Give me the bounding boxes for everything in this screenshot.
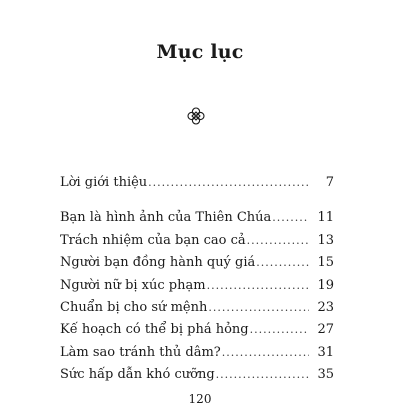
toc-entry-label: Sức hấp dẫn khó cưỡng	[60, 367, 215, 383]
toc-entry-page: 23	[317, 299, 334, 315]
toc-entry[interactable]	[60, 342, 334, 364]
page-number: 120	[188, 392, 212, 406]
toc-entry-page: 15	[317, 255, 334, 271]
toc-entry-page: 31	[317, 344, 334, 360]
toc-entry[interactable]	[60, 207, 334, 229]
toc-entry-page: 13	[317, 232, 334, 248]
dot-leader	[247, 230, 309, 252]
dot-leader	[208, 297, 309, 319]
dot-leader	[222, 342, 309, 364]
toc-entry[interactable]	[60, 364, 334, 386]
dot-leader	[256, 252, 309, 274]
toc-entry-label: Lời giới thiệu	[60, 175, 148, 190]
toc-entry[interactable]	[60, 319, 334, 341]
section-gap	[60, 194, 334, 207]
toc-entry[interactable]	[60, 252, 334, 274]
toc-entry-page: 19	[317, 277, 334, 293]
toc-entry-label: Người nữ bị xúc phạm	[60, 277, 206, 293]
toc-entry-label: Chuẩn bị cho sứ mệnh	[60, 299, 208, 315]
toc-entry-label: Bạn là hình ảnh của Thiên Chúa	[60, 210, 272, 226]
toc-entry-label: Làm sao tránh thủ dâm?	[60, 344, 221, 360]
toc-entry-introduction[interactable]	[60, 172, 334, 194]
toc-entry-label: Người bạn đồng hành quý giá	[60, 255, 256, 271]
dot-leader	[250, 319, 309, 341]
dot-leader	[272, 207, 309, 229]
toc-entry[interactable]	[60, 230, 334, 252]
toc-entry-page: 11	[317, 210, 334, 226]
dot-leader	[148, 172, 309, 194]
page-title: Mục lục	[156, 41, 244, 63]
toc-entry-page: 7	[325, 175, 334, 190]
dot-leader	[216, 364, 309, 386]
toc-entry-page: 27	[317, 322, 334, 338]
dot-leader	[207, 275, 309, 297]
toc-entry-label: Trách nhiệm của bạn cao cả	[60, 232, 246, 248]
toc-entry-page: 35	[317, 367, 334, 383]
quatrefoil-knot-icon	[187, 107, 205, 125]
toc-entry[interactable]	[60, 275, 334, 297]
toc-entry-label: Kế hoạch có thể bị phá hỏng	[60, 322, 249, 338]
toc-entry[interactable]	[60, 297, 334, 319]
table-of-contents	[60, 172, 334, 387]
